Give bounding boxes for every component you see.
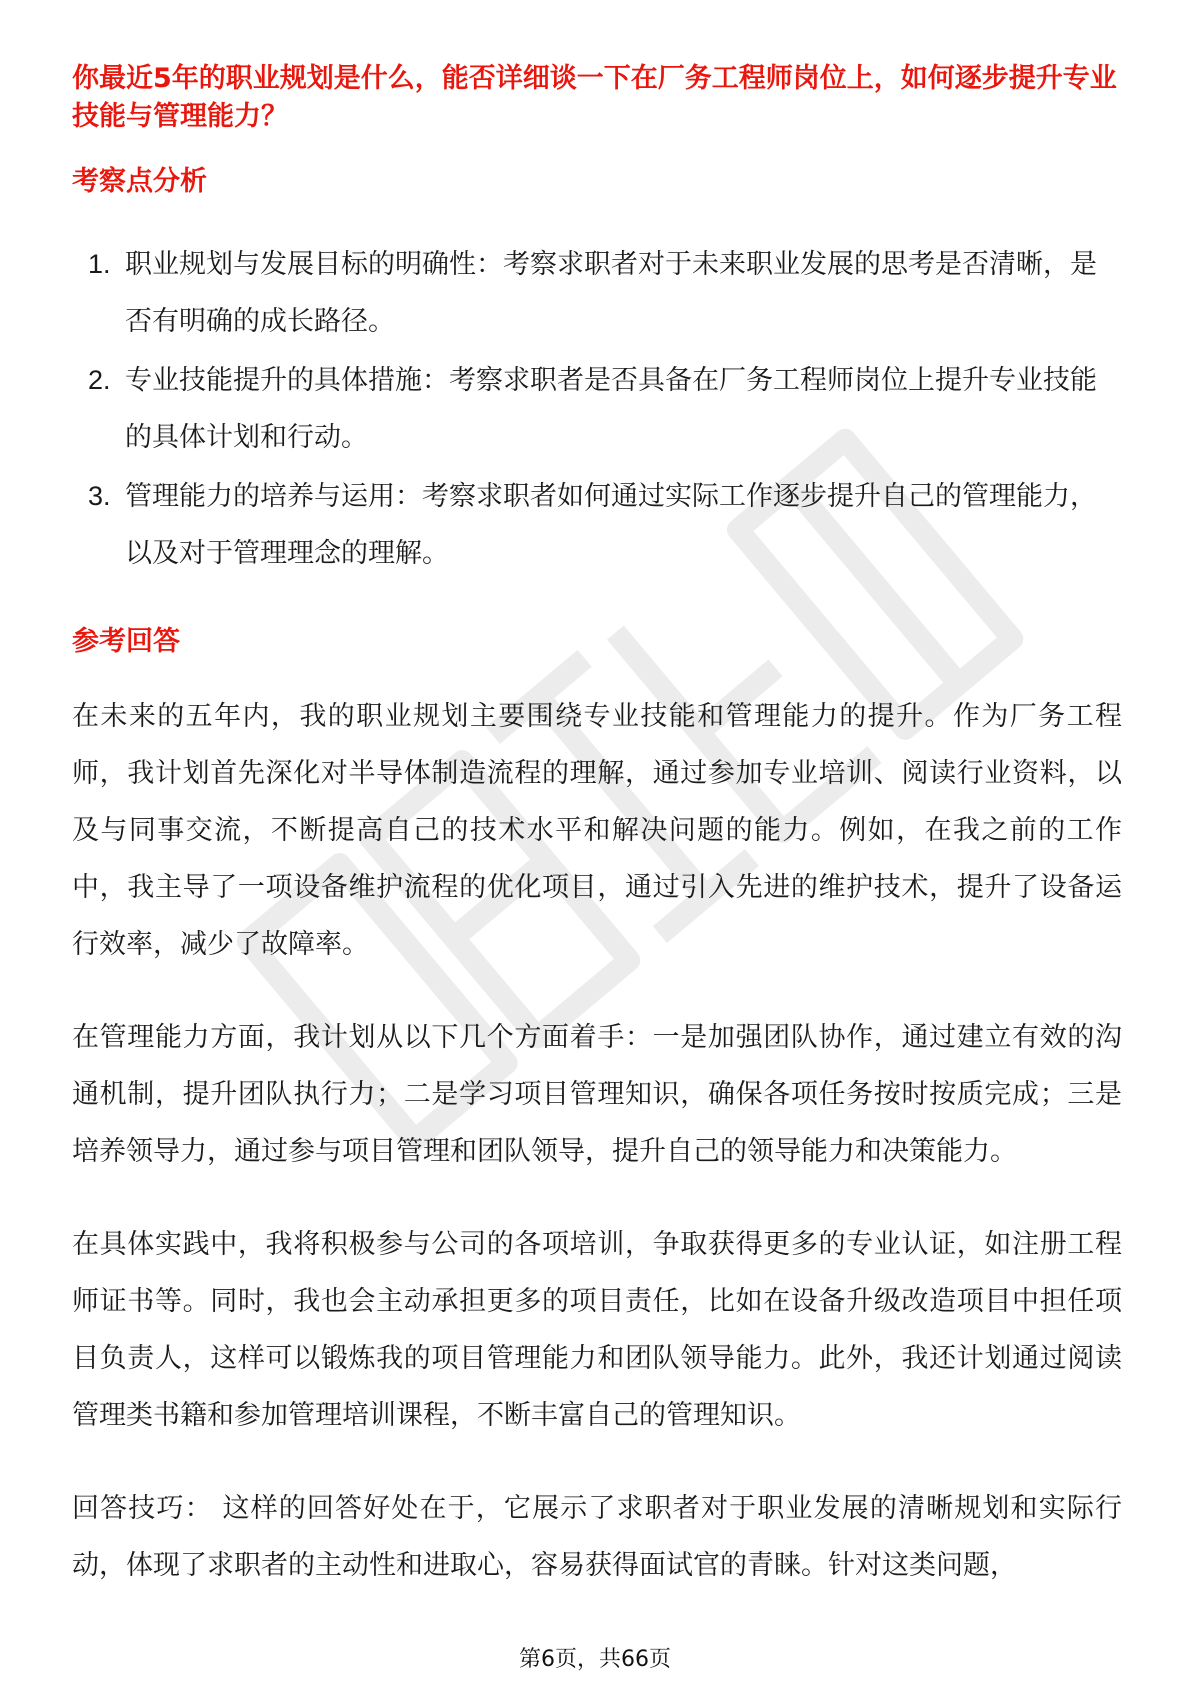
document-content [72,60,1122,1594]
list-item-number: 3. [88,481,111,511]
question-heading: 你最近5年的职业规划是什么，能否详细谈一下在厂务工程师岗位上，如何逐步提升专业技能与管理能力？ [72,63,1117,132]
answer-paragraph: 在未来的五年内，我的职业规划主要围绕专业技能和管理能力的提升。作为厂务工程师，我计划首先深化对半导体制造流程的理解，通过参加专业培训、阅读行业资料，以及与同事交流，不断提高自己的技术水平和解决问题的能力。例如，在我之前的工作中，我主导了一项设备维护流程的优化项目，通过引入先进的维护技术，提升了设备运行效率，减少了故障率。 [72,701,1122,960]
answer-paragraph: 在管理能力方面，我计划从以下几个方面着手：一是加强团队协作，通过建立有效的沟通机制，提升团队执行力；二是学习项目管理知识，确保各项任务按时按质完成；三是培养领导力，通过参与项目管理和团队领导，提升自己的领导能力和决策能力。 [72,1022,1122,1167]
list-item-number: 2. [88,365,111,395]
list-item [72,468,1122,582]
list-item-text: 管理能力的培养与运用：考察求职者如何通过实际工作逐步提升自己的管理能力，以及对于管理理念的理解。 [125,481,1097,569]
list-item [72,236,1122,350]
list-item [72,352,1122,466]
list-item-text: 专业技能提升的具体措施：考察求职者是否具备在厂务工程师岗位上提升专业技能的具体计划和行动。 [125,365,1097,453]
page-number: 第6页，共66页 [519,1647,671,1672]
analysis-list [72,236,1122,582]
answer-paragraph: 在具体实践中，我将积极参与公司的各项培训，争取获得更多的专业认证，如注册工程师证书等。同时，我也会主动承担更多的项目责任，比如在设备升级改造项目中担任项目负责人，这样可以锻炼我的项目管理能力和团队领导能力。此外，我还计划通过阅读管理类书籍和参加管理培训课程，不断丰富自己的管理知识。 [72,1229,1122,1431]
list-item-number: 1. [88,249,111,279]
analysis-section-title: 考察点分析 [72,166,207,197]
list-item-text: 职业规划与发展目标的明确性：考察求职者对于未来职业发展的思考是否清晰，是否有明确的成长路径。 [125,249,1097,337]
answer-tips-paragraph: 回答技巧： 这样的回答好处在于，它展示了求职者对于职业发展的清晰规划和实际行动，体现了求职者的主动性和进取心，容易获得面试官的青睐。针对这类问题， [72,1493,1122,1581]
answer-section-title: 参考回答 [72,626,180,657]
